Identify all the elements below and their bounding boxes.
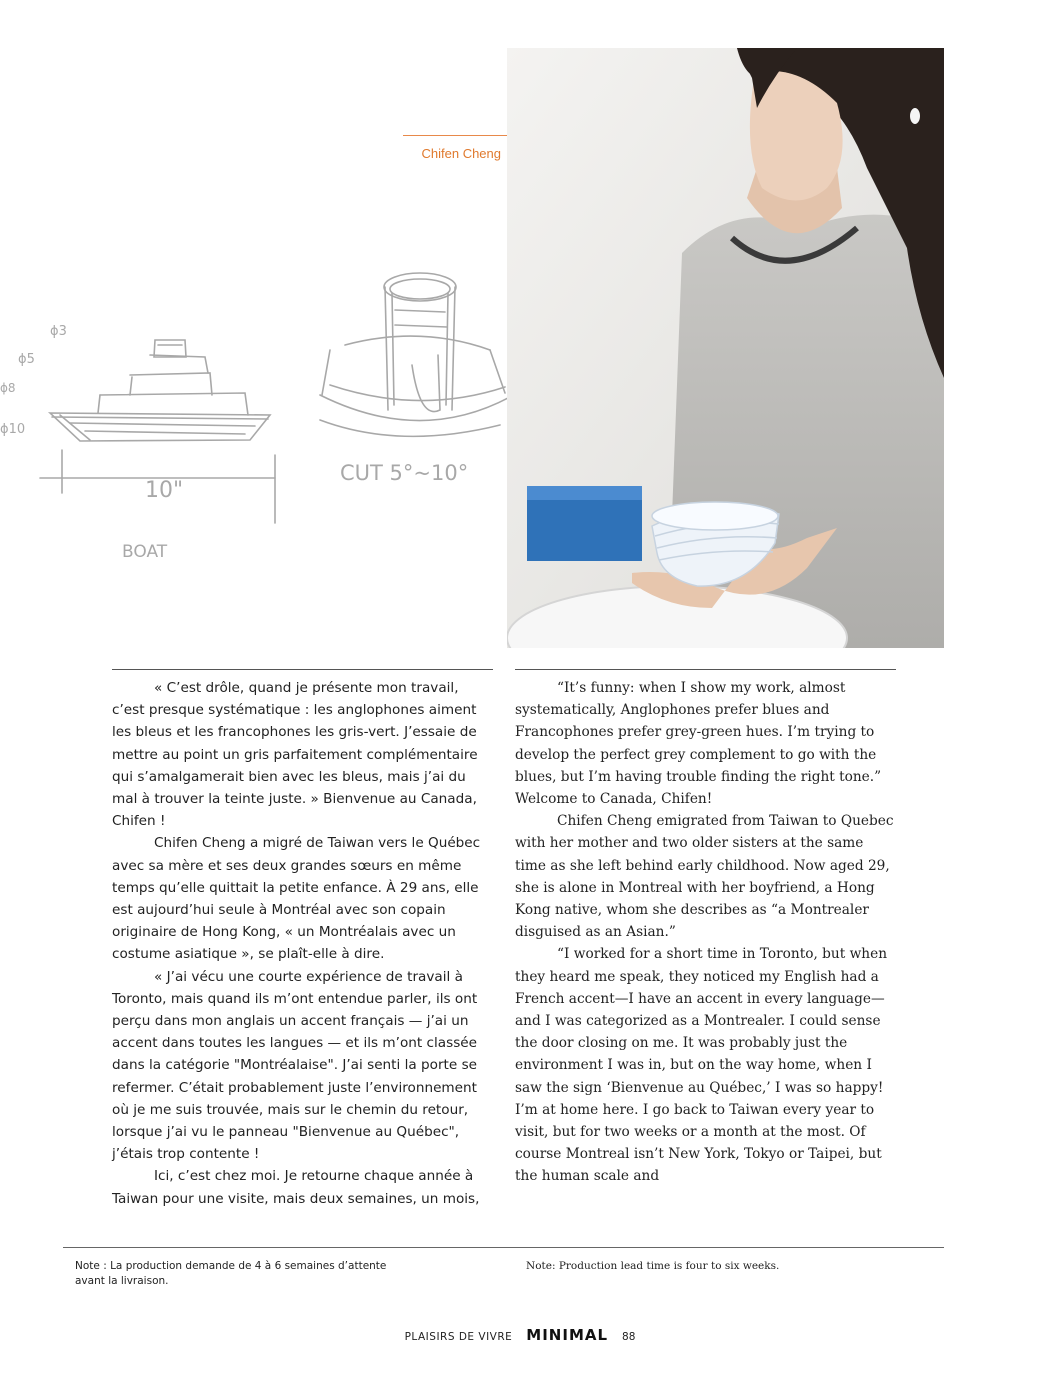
notes-rule xyxy=(63,1247,944,1248)
french-note: Note : La production demande de 4 à 6 semaines d’attente avant la livraison. xyxy=(75,1260,387,1287)
publication-name: PLAISIRS DE VIVRE xyxy=(404,1331,513,1343)
sketch-label-dimension: 10" xyxy=(145,478,184,503)
sketch-label-cut: CUT 5°~10° xyxy=(340,461,469,485)
sketch-label-boat: BOAT xyxy=(122,542,168,562)
french-column xyxy=(112,677,493,1210)
section-name: MINIMAL xyxy=(526,1326,609,1344)
sketch-label-phi3: ϕ3 xyxy=(50,324,67,339)
page-number: 88 xyxy=(622,1331,636,1343)
french-column-rule xyxy=(112,669,493,670)
english-paragraph: Chifen Cheng emigrated from Taiwan to Quebec with her mother and two older sisters at the same time as she left behind early childhood. Now aged 29, she is alone in Montreal with her boyfriend, a Hong Kong native, whom she describes as “a Montrealer disguised as an Asian.” xyxy=(515,813,894,941)
sketch-label-phi8: ϕ8 xyxy=(0,381,16,395)
sketch-label-phi5: ϕ5 xyxy=(18,352,35,367)
english-column xyxy=(515,677,896,1188)
page-footer xyxy=(0,1326,1040,1345)
french-paragraph: Chifen Cheng a migré de Taiwan vers le Québec avec sa mère et ses deux grandes sœurs en même temps qu’elle quittait la petite enfance. À 29 ans, elle est aujourd’hui seule à Montréal avec son copain originaire de Hong Kong, « un Montréalais avec un costume asiatique », se plaît-elle à dire. xyxy=(112,835,481,963)
english-paragraph: “I worked for a short time in Toronto, but when they heard me speak, they noticed my English had a French accent—I have an accent in every language—and I was categorized as a Montrealer. I could sense the door closing on me. It was probably just the environment I was in, but on the way home, when I saw the sign ‘Bienvenue au Québec,’ I was so happy! I’m at home here. I go back to Taiwan every year to visit, but for two weeks or a month at the most. Of course Montreal isn’t New York, Tokyo or Taipei, but the human scale and xyxy=(515,946,888,1185)
sketch-label-phi10: ϕ10 xyxy=(0,422,26,437)
french-paragraph: « J’ai vécu une courte expérience de travail à Toronto, mais quand ils m’ont entendue parler, ils ont perçu dans mon anglais un accent français — j’ai un accent dans toutes les langues — et ils m’ont classée dans la catégorie "Montréalaise". J’ai senti la porte se refermer. C’était probablement juste l’environnement où je me suis trouvée, mais sur le chemin du retour, lorsque j’ai vu le panneau "Bienvenue au Québec", j’étais trop contente ! xyxy=(112,968,478,1163)
designer-name: Chifen Cheng xyxy=(421,146,501,161)
french-paragraph: « C’est drôle, quand je présente mon travail, c’est presque systématique : les anglophones aiment les bleus et les francophones les gris-vert. J’essaie de mettre au point un gris parfaitement complémentaire qui s’amalgamerait bien avec les bleus, mais j’ai du mal à trouver la teinte juste. » Bienvenue au Canada, Chifen ! xyxy=(112,680,478,830)
pencil-sketch xyxy=(0,245,530,575)
english-paragraph: “It’s funny: when I show my work, almost systematically, Anglophones prefer blues and Francophones prefer grey-green hues. I’m trying to develop the perfect grey complement to go with the blues, but I’m having trouble finding the right tone.” Welcome to Canada, Chifen! xyxy=(515,680,882,808)
english-note: Note: Production lead time is four to six weeks. xyxy=(526,1260,780,1272)
portrait-photo xyxy=(507,48,944,648)
french-paragraph: Ici, c’est chez moi. Je retourne chaque année à Taiwan pour une visite, mais deux semaines, un mois, xyxy=(112,1168,480,1207)
english-column-rule xyxy=(515,669,896,670)
